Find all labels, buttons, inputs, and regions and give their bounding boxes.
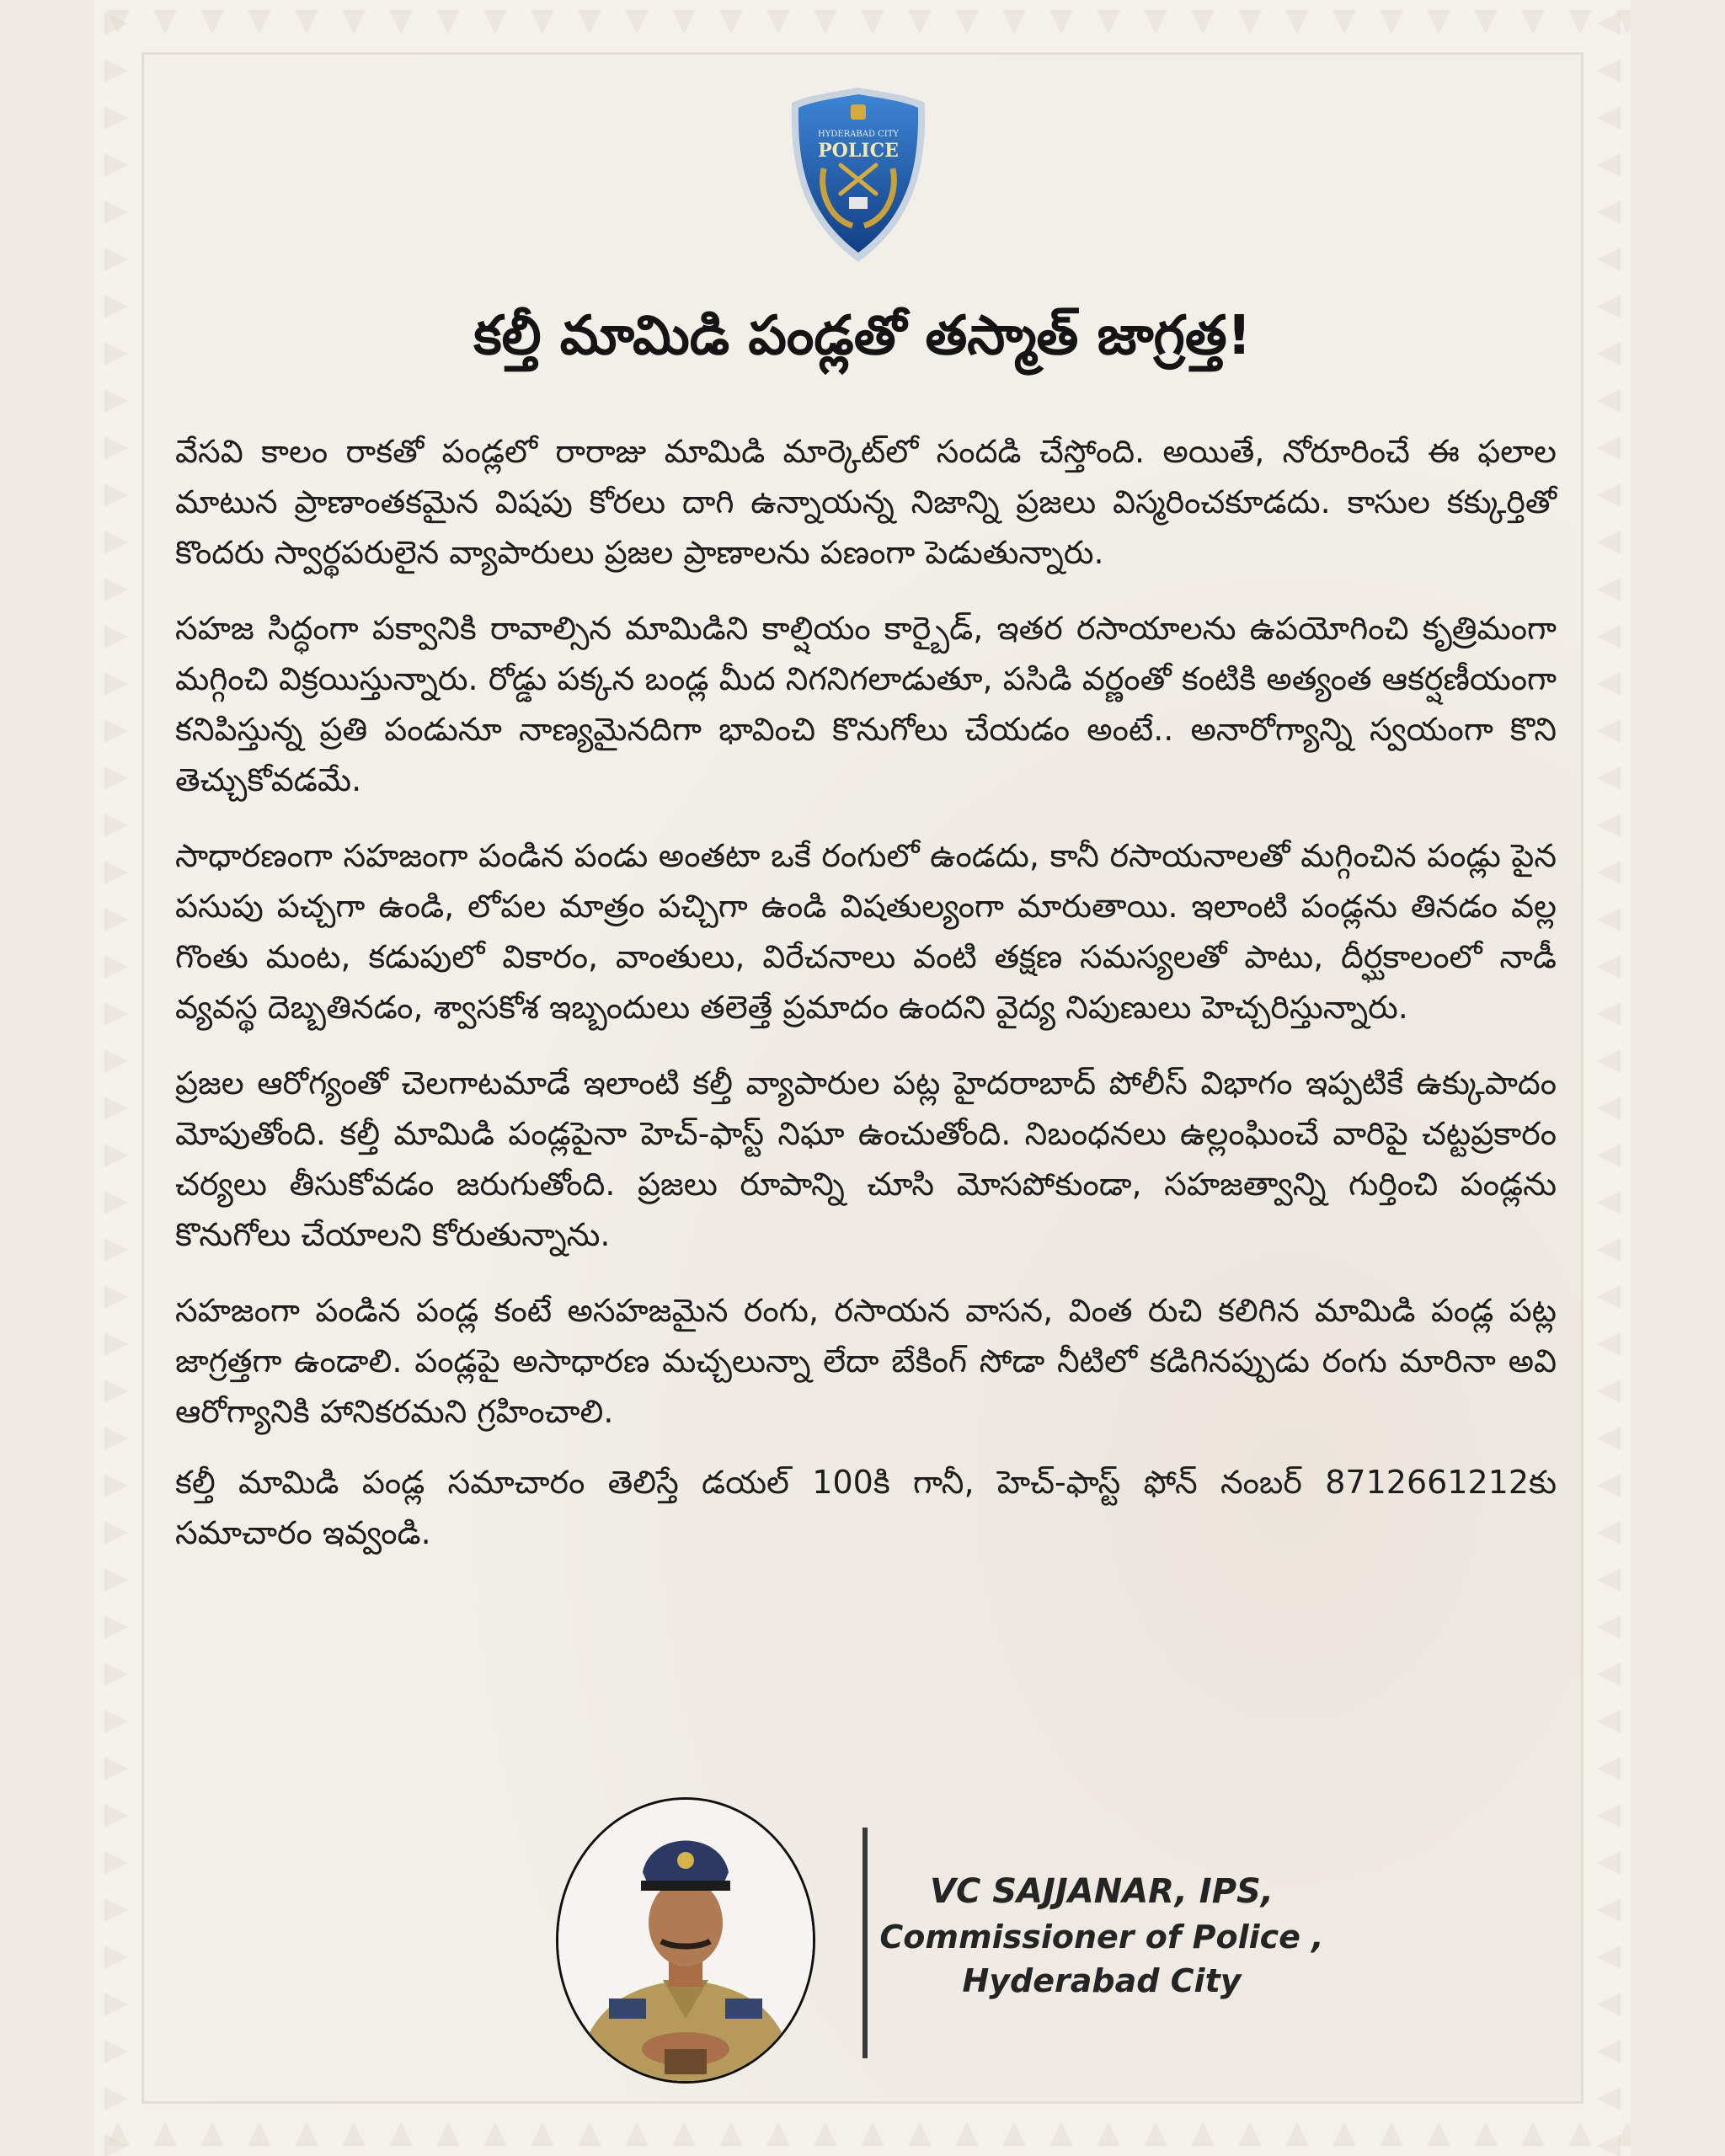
- commissioner-city: Hyderabad City: [962, 1962, 1242, 1999]
- paragraph-intro: వేసవి కాలం రాకతో పండ్లలో రారాజు మామిడి మార్కెట్‌లో సందడి చేస్తోంది. అయితే, నోరూరించే ఈ ఫలాల మాటున ప్రాణాంతకమైన విషపు కోరలు దాగి ఉన్నాయన్న నిజాన్ని ప్రజలు విస్మరించకూడదు. కాసుల కక్కుర్తితో కొందరు స్వార్థపరులైన వ్యాపారులు ప్రజల ప్రాణాలను పణంగా పెడుతున్నారు.: [175, 433, 1557, 571]
- avatar: [556, 1797, 815, 2084]
- paragraph-health-risks: సాధారణంగా సహజంగా పండిన పండు అంతటా ఒకే రంగులో ఉండదు, కానీ రసాయనాలతో మగ్గించిన పండ్లు పైన పసుపు పచ్చగా ఉండి, లోపల మాత్రం పచ్చిగా ఉండి విషతుల్యంగా మారుతాయి. ఇలాంటి పండ్లను తినడం వల్ల గొంతు మంట, కడుపులో వికారం, వాంతులు, విరేచనాలు వంటి తక్షణ సమస్యలతో పాటు, దీర్ఘకాలంలో నాడీ వ్యవస్థ దెబ్బతినడం, శ్వాసకోశ ఇబ్బందులు తలెత్తే ప్రమాదం ఉందని వైద్య నిపుణులు హెచ్చరిస్తున్నారు.: [175, 837, 1557, 1026]
- paragraph-police-action: ప్రజల ఆరోగ్యంతో చెలగాటమాడే ఇలాంటి కల్తీ వ్యాపారుల పట్ల హైదరాబాద్ పోలీస్ విభాగం ఇప్పటికే ఉక్కుపాదం మోపుతోంది. కల్తీ మామిడి పండ్లపైనా హెచ్-ఫాస్ట్ నిఘా ఉంచుతోంది. నిబంధనలు ఉల్లంఘించే వారిపై చట్టప్రకారం చర్యలు తీసుకోవడం జరుగుతోంది. ప్రజలు రూపాన్ని చూసి మోసపోకుండా, సహజత్వాన్ని గుర్తించి పండ్లను కొనుగోలు చేయాలని కోరుతున్నాను.: [175, 1065, 1557, 1253]
- decorative-border-right: [1583, 0, 1631, 2156]
- hyderabad-police-logo-icon: [787, 84, 930, 265]
- paragraph-precautions: సహజంగా పండిన పండ్ల కంటే అసహజమైన రంగు, రసాయన వాసన, వింత రుచి కలిగిన మామిడి పండ్ల పట్ల జాగ్రత్తగా ఉండాలి. పండ్లపై అసాధారణ మచ్చలున్నా లేదా బేకింగ్ సోడా నీటిలో కడిగినప్పుడు రంగు మారినా అవి ఆరోగ్యానికి హానికరమని గ్రహించాలి.: [175, 1292, 1557, 1430]
- decorative-border-left: [94, 0, 142, 2156]
- signature-block: [556, 1797, 1398, 2084]
- commissioner-name: VC SAJJANAR, IPS,: [929, 1872, 1274, 1911]
- decorative-border-top: [94, 0, 1631, 47]
- paragraph-artificial-ripening: సహజ సిద్ధంగా పక్వానికి రావాల్సిన మామిడిని కాల్షియం కార్బైడ్, ఇతర రసాయాలను ఉపయోగించి కృత్రిమంగా మగ్గించి విక్రయిస్తున్నారు. రోడ్డు పక్కన బండ్ల మీద నిగనిగలాడుతూ, పసిడి వర్ణంతో కంటికి అత్యంత ఆకర్షణీయంగా కనిపిస్తున్న ప్రతి పండునూ నాణ్యమైనదిగా భావించి కొనుగోలు చేయడం అంటే.. అనారోగ్యాన్ని స్వయంగా కొని తెచ్చుకోవడమే.: [175, 610, 1557, 798]
- advisory-body: [175, 426, 1557, 1583]
- commissioner-portrait-icon: [558, 1800, 813, 2081]
- commissioner-designation: Commissioner of Police ,: [879, 1919, 1324, 1956]
- signature-text: [879, 1868, 1324, 2003]
- logo-text-police: POLICE: [818, 140, 899, 162]
- logo-text-city: HYDERABAD CITY: [817, 130, 900, 139]
- signature-divider: [862, 1828, 868, 2058]
- decorative-border-bottom: [94, 2109, 1631, 2156]
- paragraph-contact-info: కల్తీ మామిడి పండ్ల సమాచారం తెలిస్తే డయల్ 100కి గానీ, హెచ్-ఫాస్ట్ ఫోన్ నంబర్ 8712661212కు సమాచారం ఇవ్వండి.: [175, 1464, 1557, 1551]
- page-title: కల్తీ మామిడి పండ్లతో తస్మాత్ జాగ్రత్త!: [473, 305, 1252, 367]
